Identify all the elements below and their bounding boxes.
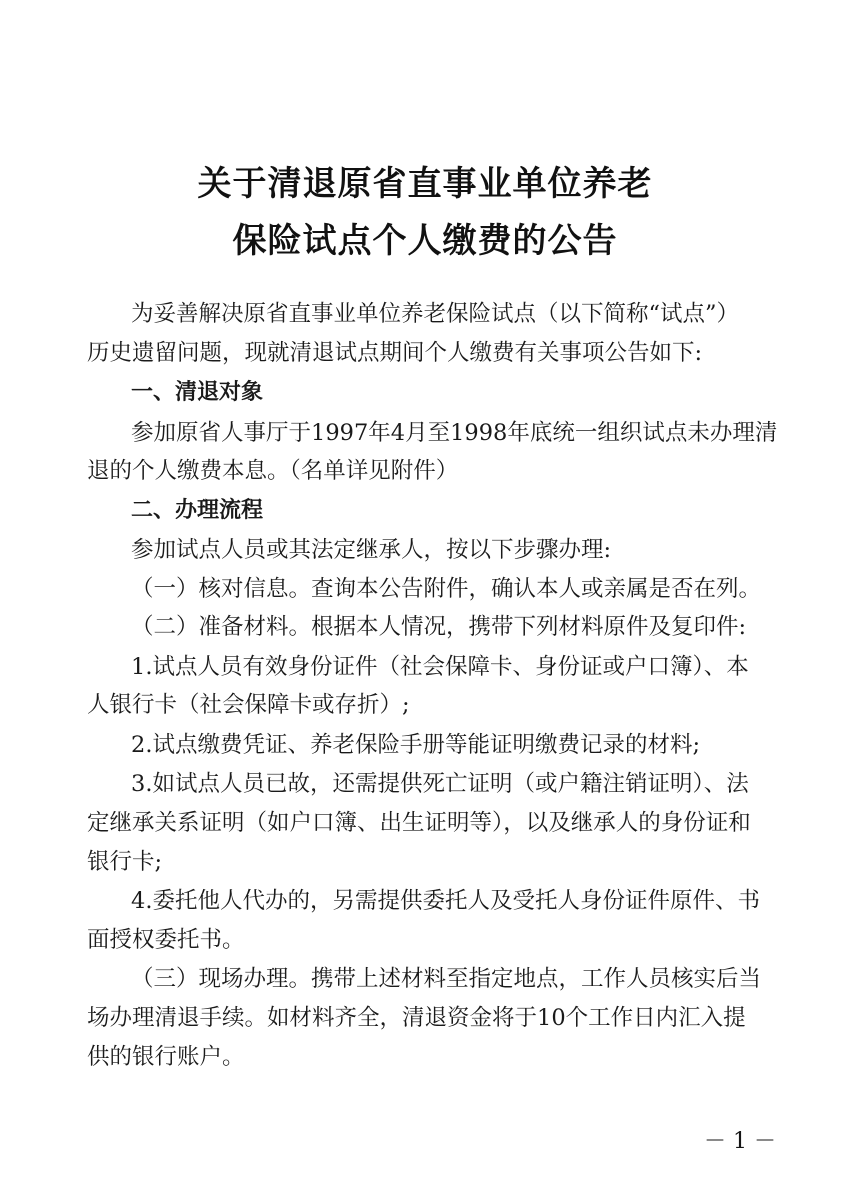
material-3-line-1: 3.如试点人员已故，还需提供死亡证明（或户籍注销证明）、法: [131, 771, 749, 797]
section-1-paragraph-line-1: 参加原省人事厅于1997年4月至1998年底统一组织试点未办理清: [131, 420, 778, 446]
step-3-line-3: 供的银行账户。: [87, 1044, 245, 1070]
step-1-line: （一）核对信息。查询本公告附件，确认本人或亲属是否在列。: [131, 576, 762, 602]
step-3-line-2: 场办理清退手续。如材料齐全，清退资金将于10个工作日内汇入提: [87, 1005, 746, 1031]
page-number: － 1 －: [704, 1129, 776, 1154]
material-1-line-1: 1.试点人员有效身份证件（社会保障卡、身份证或户口簿）、本: [131, 654, 749, 680]
step-2-line: （二）准备材料。根据本人情况，携带下列材料原件及复印件:: [131, 614, 747, 640]
material-2-line: 2.试点缴费凭证、养老保险手册等能证明缴费记录的材料;: [131, 732, 701, 758]
section-heading-1: 一、清退对象: [131, 380, 264, 405]
step-3-line-1: （三）现场办理。携带上述材料至指定地点，工作人员核实后当: [131, 966, 762, 992]
material-4-line-1: 4.委托他人代办的，另需提供委托人及受托人身份证件原件、书: [131, 888, 760, 914]
material-4-line-2: 面授权委托书。: [87, 927, 245, 953]
document-title-line-1: 关于清退原省直事业单位养老: [197, 164, 653, 204]
section-heading-2: 二、办理流程: [131, 498, 264, 523]
section-2-intro-line: 参加试点人员或其法定继承人，按以下步骤办理:: [131, 537, 612, 563]
intro-paragraph-line-1: 为妥善解决原省直事业单位养老保险试点（以下简称“试点”）: [131, 301, 740, 327]
material-3-line-2: 定继承关系证明（如户口簿、出生证明等），以及继承人的身份证和: [87, 810, 751, 836]
material-3-line-3: 银行卡;: [87, 849, 163, 875]
document-title-line-2: 保险试点个人缴费的公告: [232, 221, 618, 261]
intro-paragraph-line-2: 历史遗留问题，现就清退试点期间个人缴费有关事项公告如下:: [87, 340, 703, 366]
section-1-paragraph-line-2: 退的个人缴费本息。（名单详见附件）: [87, 458, 459, 484]
material-1-line-2: 人银行卡（社会保障卡或存折）;: [87, 692, 410, 718]
